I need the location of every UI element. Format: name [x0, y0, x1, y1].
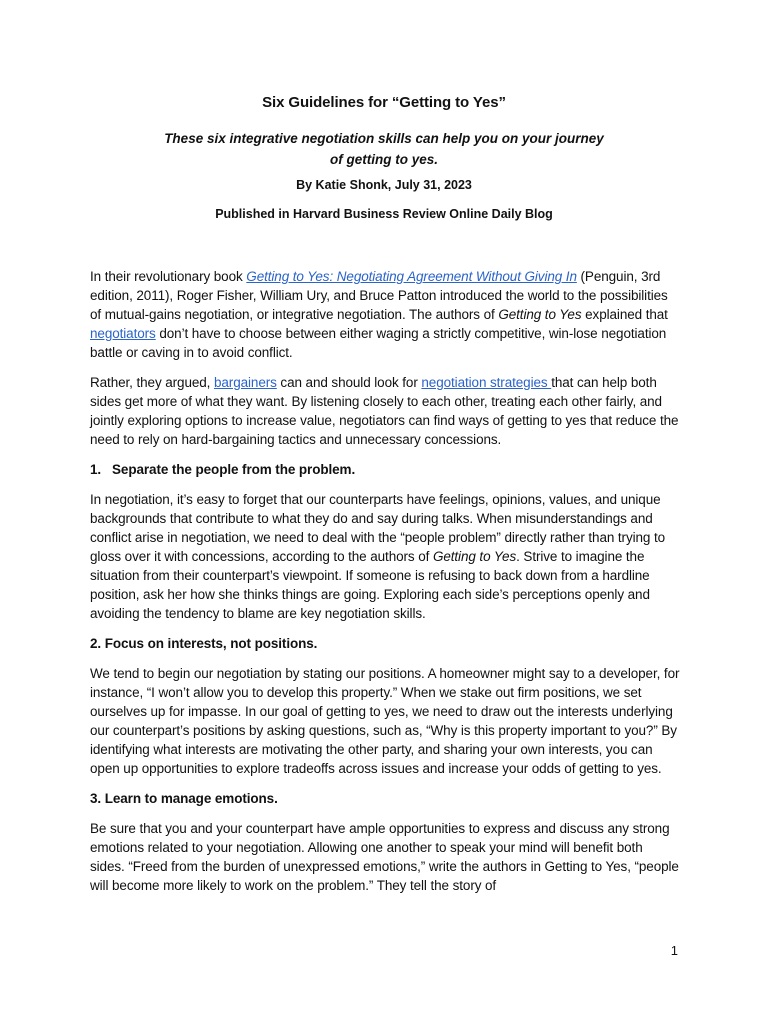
paragraph-guideline-3: Be sure that you and your counterpart have ample opportunities to express and discuss any strong emotions related to your negotiation. Allowing one another to speak your mind will benefit both sides. “Freed from the burden of unexpressed emotions,” write the authors in Getting to Yes, “people will become more likely to work on the problem.” They tell the story of — [90, 821, 679, 893]
subtitle-line-2: of getting to yes. — [330, 152, 438, 167]
paragraph-intro — [90, 267, 680, 362]
book-title-italic: Getting to Yes — [498, 307, 582, 322]
bargainers-link[interactable]: bargainers — [213, 375, 277, 390]
paragraph-guideline-1 — [90, 490, 680, 623]
negotiation-strategies-link[interactable]: negotiation strategies — [421, 375, 552, 390]
text: can and should look for — [276, 375, 422, 390]
text: that can help both sides get more of what they want. By listening closely to each other, treating each other fairly, and jointly exploring options to increase value, negotiators can find ways of getting to yes that reduce the need to rely on hard-bargaining tactics and unnecessary concessions. — [90, 375, 679, 447]
book-title-italic: Getting to Yes — [432, 549, 517, 564]
text: explained that — [581, 307, 668, 322]
text: don’t have to choose between either waging a strictly competitive, win-lose negotiation battle or caving in to avoid conflict. — [90, 326, 667, 360]
article-body — [90, 267, 680, 906]
heading-guideline-1: 1. Separate the people from the problem. — [90, 462, 356, 477]
paragraph-rather — [90, 373, 680, 449]
text: (Penguin, 3rd edition, 2011), Roger Fisher, William Ury, and Bruce Patton introduced the world to the possibilities of mutual-gains negotiation, or integrative negotiation. The authors of — [90, 269, 668, 322]
publication-note: Published in Harvard Business Review Online Daily Blog — [215, 207, 553, 221]
subtitle-line-1: These six integrative negotiation skills can help you on your journey — [164, 131, 604, 146]
paragraph-guideline-2: We tend to begin our negotiation by stating our positions. A homeowner might say to a developer, for instance, “I won’t allow you to develop this property.” When we stake out firm positions, we set ourselves up for impasse. In our goal of getting to yes, we need to draw out the interests underlying our counterpart’s positions by asking questions, such as, “Why is this property important to you?” By identifying what interests are motivating the other party, and sharing your own interests, you can open up opportunities to explore tradeoffs across issues and increase your odds of getting to yes. — [90, 666, 680, 776]
text: Rather, they argued, — [90, 375, 214, 390]
text: In their revolutionary book — [90, 269, 247, 284]
negotiators-link[interactable]: negotiators — [90, 326, 156, 341]
book-link[interactable]: Getting to Yes: Negotiating Agreement Without Giving In — [246, 269, 577, 284]
text: In negotiation, it’s easy to forget that our counterparts have feelings, opinions, values, and unique backgrounds that contribute to what they do and say during talks. When misunderstandings and conflict arise in negotiation, we need to deal with the “people problem” directly rather than trying to gloss over it with concessions, according to the authors of — [90, 492, 666, 564]
heading-guideline-2: 2. Focus on interests, not positions. — [90, 636, 318, 651]
document-title: Six Guidelines for “Getting to Yes” — [262, 94, 506, 111]
page-number: 1 — [670, 943, 678, 958]
author-byline: By Katie Shonk, July 31, 2023 — [296, 178, 472, 192]
heading-guideline-3: 3. Learn to manage emotions. — [90, 791, 278, 806]
document-subtitle — [150, 128, 618, 170]
text: . Strive to imagine the situation from their counterpart’s viewpoint. If someone is refusing to back down from a hardline position, ask her how she thinks things are going. Exploring each side’s perceptions openly and avoiding the tendency to blame are key negotiation skills. — [90, 549, 650, 621]
